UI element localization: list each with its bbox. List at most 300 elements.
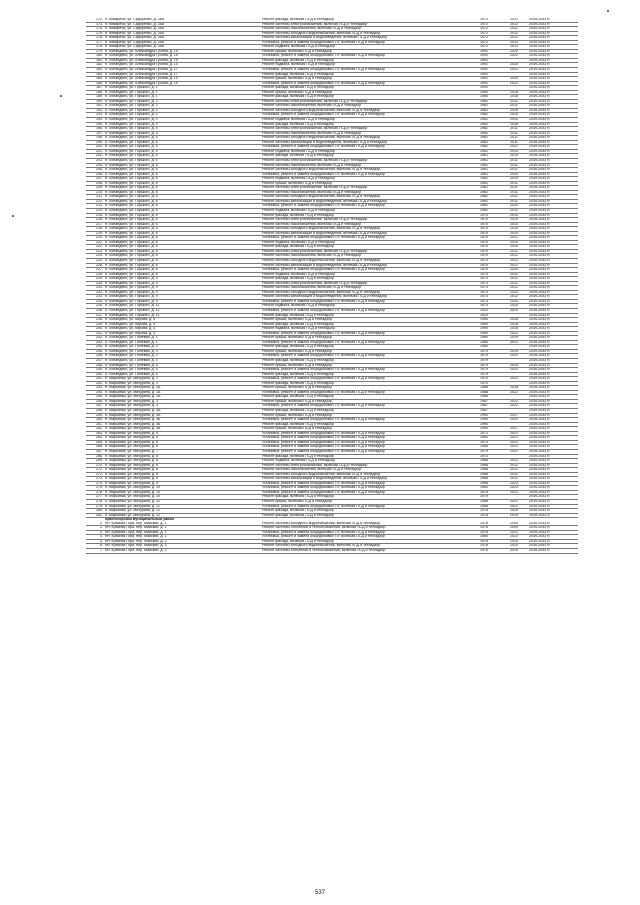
row-address: п. Марьинка, ул. Мичурина, д. 8 bbox=[104, 472, 261, 477]
row-number: 242. bbox=[86, 336, 104, 341]
row-planned-period: 2039-2043 гг. bbox=[528, 449, 578, 454]
row-address: п. Лопандино, ул. Горького, д. 6 bbox=[104, 177, 261, 182]
row-number: 244. bbox=[86, 345, 104, 350]
row-build-year: 1970 bbox=[468, 231, 500, 236]
row-last-repair-year: 2022 bbox=[500, 340, 528, 345]
row-build-year: 1990 bbox=[468, 418, 500, 423]
row-last-repair-year: 2010 bbox=[500, 544, 528, 549]
row-number: 243. bbox=[86, 340, 104, 345]
row-planned-period: 2039-2043 гг. bbox=[528, 495, 578, 500]
row-last-repair-year: 2012 bbox=[500, 45, 528, 50]
row-last-repair-year: 2016 bbox=[500, 122, 528, 127]
row-planned-period: 2039-2043 гг. bbox=[528, 304, 578, 309]
row-planned-period: 2039-2043 гг. bbox=[528, 172, 578, 177]
row-address: п. Лопандино, ул. Полевая, д. 3 bbox=[104, 349, 261, 354]
row-number: 265. bbox=[86, 440, 104, 445]
row-number: 3. bbox=[86, 530, 104, 535]
row-planned-period: 2039-2043 гг. bbox=[528, 163, 578, 168]
row-work-type: Ремонт системы газоснабжения, включая ПСД и технадзор bbox=[261, 286, 468, 291]
row-last-repair-year: 2010 bbox=[500, 118, 528, 123]
row-build-year: 1961 bbox=[468, 158, 500, 163]
row-last-repair-year: 2012 bbox=[500, 290, 528, 295]
row-build-year: 1984 bbox=[468, 445, 500, 450]
row-number: 185. bbox=[86, 77, 104, 82]
row-planned-period: 2039-2043 гг. bbox=[528, 168, 578, 173]
row-work-type: Ремонт системы газоснабжения, включая ПСД и технадзор bbox=[261, 27, 468, 32]
row-last-repair-year: 2009 bbox=[500, 522, 528, 526]
row-number: 186. bbox=[86, 81, 104, 86]
row-planned-period: 2039-2043 гг. bbox=[528, 218, 578, 223]
row-build-year: 1990 bbox=[468, 413, 500, 418]
row-work-type: Установка, ремонт и замена общедомовых ПУ, включая ПСД и технадзор bbox=[261, 268, 468, 273]
row-last-repair-year: 2012 bbox=[500, 472, 528, 477]
row-planned-period: 2039-2043 гг. bbox=[528, 72, 578, 77]
row-address: п. Марьинка, ул. Мичурина, д. 12 bbox=[104, 509, 261, 514]
row-planned-period: 2039-2043 гг. bbox=[528, 181, 578, 186]
row-build-year: 1979 bbox=[468, 354, 500, 359]
row-planned-period: 2039-2043 гг. bbox=[528, 404, 578, 409]
row-address: п. Лопандино, ул. Горького, д. 6 bbox=[104, 172, 261, 177]
row-work-type: Установка, ремонт и замена общедомовых ПУ, включая ПСД и технадзор bbox=[261, 331, 468, 336]
row-work-type: Ремонт фасада, включая ПСД и технадзор bbox=[261, 509, 468, 514]
row-work-type: Ремонт подвала, включая ПСД и технадзор bbox=[261, 177, 468, 182]
row-work-type: Ремонт системы газоснабжения, включая ПСД и технадзор bbox=[261, 104, 468, 109]
row-number: 193. bbox=[86, 113, 104, 118]
row-planned-period: 2039-2043 гг. bbox=[528, 327, 578, 332]
row-last-repair-year: 2012 bbox=[500, 18, 528, 22]
row-address: п. Лопандино, ул. Кирова, д. 4 bbox=[104, 331, 261, 336]
row-work-type: Ремонт крыши, включая ПСД и технадзор bbox=[261, 336, 468, 341]
row-last-repair-year: 2012 bbox=[500, 31, 528, 36]
row-planned-period: 2039-2043 гг. bbox=[528, 468, 578, 473]
row-build-year: 1920 bbox=[468, 313, 500, 318]
row-address: п. Марьинка, ул. Мичурина, д. 3Б bbox=[104, 422, 261, 427]
row-number: 192. bbox=[86, 108, 104, 113]
row-last-repair-year: 2010 bbox=[500, 213, 528, 218]
row-address: п. Марьинка, ул. Мичурина, д. 8 bbox=[104, 463, 261, 468]
row-last-repair-year: 2011 bbox=[500, 208, 528, 213]
row-address: п. Лопандино, ул. Горького, д. 4 bbox=[104, 140, 261, 145]
row-last-repair-year: 2016 bbox=[500, 318, 528, 323]
row-number: 260. bbox=[86, 418, 104, 423]
row-address: п. Марьинка, ул. Мичурина, д. 8 bbox=[104, 477, 261, 482]
row-planned-period: 2039-2043 гг. bbox=[528, 113, 578, 118]
row-build-year: 1990 bbox=[468, 318, 500, 323]
row-build-year: 1979 bbox=[468, 359, 500, 364]
row-address: п. Лопандино, ул. Горького, д. 11 bbox=[104, 313, 261, 318]
row-planned-period: 2039-2043 гг. bbox=[528, 227, 578, 232]
row-planned-period: 2039-2043 гг. bbox=[528, 395, 578, 400]
row-last-repair-year: 2011 bbox=[500, 104, 528, 109]
row-number: 175. bbox=[86, 31, 104, 36]
row-planned-period: 2039-2043 гг. bbox=[528, 544, 578, 549]
row-work-type: Ремонт подвала, включая ПСД и технадзор bbox=[261, 304, 468, 309]
row-build-year: 1962 bbox=[468, 118, 500, 123]
row-work-type: Ремонт системы газоснабжения, включая ПСД и технадзор bbox=[261, 163, 468, 168]
row-build-year: 1962 bbox=[468, 122, 500, 127]
row-work-type: Ремонт фасада, включая ПСД и технадзор bbox=[261, 422, 468, 427]
row-build-year: 1962 bbox=[468, 108, 500, 113]
row-last-repair-year: 2022 bbox=[500, 535, 528, 540]
row-last-repair-year: 2021 bbox=[500, 449, 528, 454]
row-number: 278. bbox=[86, 499, 104, 504]
row-planned-period: 2039-2043 гг. bbox=[528, 440, 578, 445]
row-planned-period: 2039-2043 гг. bbox=[528, 63, 578, 68]
row-last-repair-year: 2022 bbox=[500, 418, 528, 423]
row-address: п. Марьинка, ул. Мичурина, д. 3А bbox=[104, 413, 261, 418]
row-build-year: 1973 bbox=[468, 286, 500, 291]
row-build-year: 1983 bbox=[468, 436, 500, 441]
row-address: пгт. Красная Гора, пер. Майский, д. 1 bbox=[104, 526, 261, 531]
row-last-repair-year: 2021 bbox=[500, 499, 528, 504]
row-last-repair-year: 2011 bbox=[500, 186, 528, 191]
row-build-year: 1970 bbox=[468, 254, 500, 259]
row-number: 241. bbox=[86, 331, 104, 336]
row-work-type: Установка, ремонт и замена общедомовых ПУ, включая ПСД и технадзор bbox=[261, 390, 468, 395]
row-build-year: 1992 bbox=[468, 49, 500, 54]
row-number: 271. bbox=[86, 468, 104, 473]
row-number: 251. bbox=[86, 377, 104, 382]
row-number: 257. bbox=[86, 404, 104, 409]
row-build-year: 1962 bbox=[468, 104, 500, 109]
row-last-repair-year: 2022 bbox=[500, 390, 528, 395]
row-work-type: Установка, ремонт и замена общедомовых ПУ, включая ПСД и технадзор bbox=[261, 440, 468, 445]
row-build-year: 1970 bbox=[468, 272, 500, 277]
row-work-type: Ремонт подвала, включая ПСД и технадзор bbox=[261, 208, 468, 213]
row-planned-period: 2039-2043 гг. bbox=[528, 95, 578, 100]
row-number: 270. bbox=[86, 463, 104, 468]
row-address: п. Лопандино, ул. Горького, д. 2 bbox=[104, 104, 261, 109]
row-build-year: 1976 bbox=[468, 548, 500, 553]
row-build-year: 1979 bbox=[468, 363, 500, 368]
row-build-year: 1962 bbox=[468, 199, 500, 204]
row-work-type: Ремонт системы газоснабжения, включая ПСД и технадзор bbox=[261, 190, 468, 195]
row-address: п. Лопандино, ул. Горького, д. 8 bbox=[104, 258, 261, 263]
row-number: 239. bbox=[86, 322, 104, 327]
row-address: п. Лопандино, ул. Горького, д. 6 bbox=[104, 227, 261, 232]
row-planned-period: 2039-2043 гг. bbox=[528, 245, 578, 250]
row-address: пгт. Красная Гора, пер. Майский, д. 1 bbox=[104, 530, 261, 535]
row-build-year: 1988 bbox=[468, 390, 500, 395]
row-work-type: Ремонт крыши, включая ПСД и технадзор bbox=[261, 90, 468, 95]
row-work-type: Ремонт фасада, включая ПСД и технадзор bbox=[261, 539, 468, 544]
row-last-repair-year: 2019 bbox=[500, 509, 528, 514]
row-build-year: 1961 bbox=[468, 177, 500, 182]
row-work-type: Ремонт системы электроснабжения, включая ПСД и технадзор bbox=[261, 186, 468, 191]
row-address: пгт. Красная Гора, пер. Майский, д. 1 bbox=[104, 522, 261, 526]
row-last-repair-year: 2011 bbox=[500, 181, 528, 186]
row-planned-period: 2039-2043 гг. bbox=[528, 263, 578, 268]
row-planned-period: 2039-2043 гг. bbox=[528, 99, 578, 104]
row-build-year: 1992 bbox=[468, 68, 500, 73]
row-build-year: 1987 bbox=[468, 399, 500, 404]
row-planned-period: 2039-2043 гг. bbox=[528, 539, 578, 544]
row-work-type: Ремонт системы холодного водоснабжения, включая ПСД и технадзор bbox=[261, 544, 468, 549]
row-last-repair-year: 2011 bbox=[500, 199, 528, 204]
row-number: 201. bbox=[86, 149, 104, 154]
row-number: 206. bbox=[86, 172, 104, 177]
row-number: 219. bbox=[86, 231, 104, 236]
row-build-year: 1962 bbox=[468, 131, 500, 136]
row-last-repair-year: 2011 bbox=[500, 195, 528, 200]
row-last-repair-year: 2020 bbox=[500, 268, 528, 273]
row-build-year: 1973 bbox=[468, 440, 500, 445]
row-planned-period: 2039-2043 гг. bbox=[528, 436, 578, 441]
row-number: 215. bbox=[86, 213, 104, 218]
row-address: п. Марьинка, ул. Мичурина, д. 3 bbox=[104, 399, 261, 404]
row-planned-period: 2039-2043 гг. bbox=[528, 290, 578, 295]
row-address: п. Лопандино, ул. Александра Губина, д. 17 bbox=[104, 72, 261, 77]
row-work-type: Ремонт крыши, включая ПСД и технадзор bbox=[261, 427, 468, 432]
row-build-year: 1988 bbox=[468, 395, 500, 400]
row-work-type: Ремонт фасада, включая ПСД и технадзор bbox=[261, 86, 468, 91]
scan-speck bbox=[12, 215, 14, 217]
row-work-type: Ремонт крыши, включая ПСД и технадзор bbox=[261, 318, 468, 323]
row-work-type: Установка, ремонт и замена общедомовых ПУ, включая ПСД и технадзор bbox=[261, 299, 468, 304]
row-address: п. Лопандино, ул. Кирова, д. 4 bbox=[104, 327, 261, 332]
row-address: п. Комарёчи, ул. Сидоренко, д. 28А bbox=[104, 31, 261, 36]
row-address: п. Лопандино, ул. Полевая, д. 5 bbox=[104, 372, 261, 377]
row-address: п. Лопандино, ул. Александра Губина, д. 19 bbox=[104, 81, 261, 86]
row-build-year: 1968 bbox=[468, 459, 500, 464]
row-planned-period: 2039-2043 гг. bbox=[528, 513, 578, 518]
row-build-year: 1968 bbox=[468, 463, 500, 468]
row-last-repair-year: 2020 bbox=[500, 304, 528, 309]
row-number: 179. bbox=[86, 49, 104, 54]
row-last-repair-year: 2010 bbox=[500, 227, 528, 232]
row-address: п. Лопандино, ул. Горького, д. 2 bbox=[104, 108, 261, 113]
row-build-year: 1962 bbox=[468, 145, 500, 150]
page-number: 537 bbox=[314, 890, 325, 896]
row-build-year: 1979 bbox=[468, 495, 500, 500]
row-work-type: Ремонт системы канализации и водоотведения, включая ПСД и технадзор bbox=[261, 263, 468, 268]
row-address: п. Марьинка, ул. Мичурина, д. 6 bbox=[104, 440, 261, 445]
row-build-year: 1961 bbox=[468, 168, 500, 173]
row-address: п. Лопандино, ул. Горького, д. 8 bbox=[104, 199, 261, 204]
row-address: п. Марьинка, ул. Мичурина, д. 3В bbox=[104, 427, 261, 432]
row-build-year: 1990 bbox=[468, 422, 500, 427]
row-planned-period: 2039-2043 гг. bbox=[528, 154, 578, 159]
row-build-year: 1968 bbox=[468, 504, 500, 509]
row-work-type: Ремонт крыши, включая ПСД и технадзор bbox=[261, 499, 468, 504]
row-build-year: 1979 bbox=[468, 372, 500, 377]
row-work-type: Ремонт системы электроснабжения, включая ПСД и технадзор bbox=[261, 22, 468, 27]
row-number: 204. bbox=[86, 163, 104, 168]
row-build-year: 1960 bbox=[468, 90, 500, 95]
row-work-type: Установка, ремонт и замена общедомовых ПУ, включая ПСД и технадзор bbox=[261, 504, 468, 509]
row-build-year: 1987 bbox=[468, 404, 500, 409]
row-address: п. Лопандино, ул. Горького, д. 6 bbox=[104, 222, 261, 227]
row-number: 233. bbox=[86, 295, 104, 300]
row-last-repair-year: 2018 bbox=[500, 386, 528, 391]
row-planned-period: 2039-2043 гг. bbox=[528, 472, 578, 477]
row-planned-period: 2039-2043 гг. bbox=[528, 186, 578, 191]
row-number: 275. bbox=[86, 486, 104, 491]
row-last-repair-year: 2023 bbox=[500, 486, 528, 491]
row-work-type: Ремонт системы газоснабжения, включая ПСД и технадзор bbox=[261, 468, 468, 473]
row-number: 224. bbox=[86, 254, 104, 259]
row-number: 229. bbox=[86, 277, 104, 282]
row-build-year: 1976 bbox=[468, 509, 500, 514]
row-work-type: Ремонт фасада, включая ПСД и технадзор bbox=[261, 322, 468, 327]
row-number: 218. bbox=[86, 227, 104, 232]
row-last-repair-year: 2012 bbox=[500, 468, 528, 473]
row-address: п. Лопандино, ул. Полевая, д. 1 bbox=[104, 336, 261, 341]
row-planned-period: 2039-2043 гг. bbox=[528, 86, 578, 91]
row-address: п. Марьинка, ул. Мичурина, д. 1А bbox=[104, 390, 261, 395]
row-planned-period: 2039-2043 гг. bbox=[528, 509, 578, 514]
row-address: п. Лопандино, ул. Горького, д. 6 bbox=[104, 163, 261, 168]
row-address: п. Лопандино, ул. Полевая, д. 3 bbox=[104, 345, 261, 350]
row-build-year: 1962 bbox=[468, 195, 500, 200]
row-planned-period: 2039-2043 гг. bbox=[528, 127, 578, 132]
row-work-type: Установка, ремонт и замена общедомовых ПУ, включая ПСД и технадзор bbox=[261, 68, 468, 73]
row-planned-period: 2039-2043 гг. bbox=[528, 190, 578, 195]
row-work-type: Ремонт крыши, включая ПСД и технадзор bbox=[261, 349, 468, 354]
row-build-year: 1972 bbox=[468, 27, 500, 32]
row-last-repair-year: 2012 bbox=[500, 36, 528, 41]
row-work-type: Ремонт фасада, включая ПСД и технадзор bbox=[261, 409, 468, 414]
row-address: п. Лопандино, ул. Горького, д. 4 bbox=[104, 136, 261, 141]
row-number: 259. bbox=[86, 413, 104, 418]
row-build-year: 1962 bbox=[468, 186, 500, 191]
row-number: 256. bbox=[86, 399, 104, 404]
row-work-type: Установка, ремонт и замена общедомовых ПУ, включая ПСД и технадзор bbox=[261, 54, 468, 59]
row-address: п. Марьинка, ул. Мичурина, д. 3Б bbox=[104, 418, 261, 423]
row-work-type: Ремонт системы отопления и теплоснабжения, включая ПСД и технадзор bbox=[261, 548, 468, 553]
row-number: 277. bbox=[86, 495, 104, 500]
row-build-year: 1962 bbox=[468, 190, 500, 195]
row-planned-period: 2039-2043 гг. bbox=[528, 54, 578, 59]
row-address: п. Марьинка, ул. Мичурина, д. 6 bbox=[104, 445, 261, 450]
row-number: 184. bbox=[86, 72, 104, 77]
row-work-type: Ремонт фасада, включая ПСД и технадзор bbox=[261, 359, 468, 364]
row-build-year: 1990 bbox=[468, 322, 500, 327]
row-build-year: 1980 bbox=[468, 345, 500, 350]
row-planned-period: 2039-2043 гг. bbox=[528, 136, 578, 141]
row-address: п. Лопандино, ул. Горького, д. 8 bbox=[104, 272, 261, 277]
row-number: 190. bbox=[86, 99, 104, 104]
row-address: п. Лопандино, ул. Горького, д. 8 bbox=[104, 245, 261, 250]
row-build-year: 1970 bbox=[468, 213, 500, 218]
row-last-repair-year: 2012 bbox=[500, 459, 528, 464]
row-number: 196. bbox=[86, 127, 104, 132]
row-build-year: 1992 bbox=[468, 58, 500, 63]
row-last-repair-year: 2022 bbox=[500, 354, 528, 359]
row-planned-period: 2039-2043 гг. bbox=[528, 340, 578, 345]
row-work-type: Установка, ремонт и замена общедомовых ПУ, включая ПСД и технадзор bbox=[261, 535, 468, 540]
row-address: п. Лопандино, ул. Горького, д. 1 bbox=[104, 90, 261, 95]
row-planned-period: 2039-2043 гг. bbox=[528, 354, 578, 359]
row-number: 246. bbox=[86, 354, 104, 359]
row-address: п. Лопандино, ул. Полевая, д. 5 bbox=[104, 368, 261, 373]
row-last-repair-year: 2021 bbox=[500, 236, 528, 241]
row-planned-period: 2039-2043 гг. bbox=[528, 309, 578, 314]
row-planned-period: 2039-2043 гг. bbox=[528, 331, 578, 336]
row-work-type: Ремонт фасада, включая ПСД и технадзор bbox=[261, 395, 468, 400]
row-number: 197. bbox=[86, 131, 104, 136]
row-last-repair-year: 2012 bbox=[500, 286, 528, 291]
row-address: п. Лопандино, ул. Горького, д. 6 bbox=[104, 154, 261, 159]
row-build-year: 1973 bbox=[468, 299, 500, 304]
row-build-year: 1972 bbox=[468, 22, 500, 27]
row-work-type: Установка, ремонт и замена общедомовых ПУ, включая ПСД и технадзор bbox=[261, 145, 468, 150]
row-build-year: 1970 bbox=[468, 222, 500, 227]
row-work-type: Ремонт фасада, включая ПСД и технадзор bbox=[261, 513, 468, 518]
row-number: 181. bbox=[86, 58, 104, 63]
row-work-type: Ремонт подвала, включая ПСД и технадзор bbox=[261, 459, 468, 464]
row-last-repair-year: 2009 bbox=[500, 526, 528, 531]
row-number: 207. bbox=[86, 177, 104, 182]
row-planned-period: 2039-2043 гг. bbox=[528, 122, 578, 127]
row-last-repair-year: 2011 bbox=[500, 168, 528, 173]
row-number: 212. bbox=[86, 199, 104, 204]
row-planned-period: 2039-2043 гг. bbox=[528, 313, 578, 318]
row-last-repair-year: 2016 bbox=[500, 322, 528, 327]
row-number: 2. bbox=[86, 526, 104, 531]
row-number: 267. bbox=[86, 449, 104, 454]
row-build-year: 1962 bbox=[468, 204, 500, 209]
row-planned-period: 2039-2043 гг. bbox=[528, 236, 578, 241]
row-planned-period: 2039-2043 гг. bbox=[528, 77, 578, 82]
row-address: п. Марьинка, ул. Мичурина, д. 1А bbox=[104, 395, 261, 400]
row-planned-period: 2039-2043 гг. bbox=[528, 486, 578, 491]
row-last-repair-year: 2010 bbox=[500, 539, 528, 544]
row-planned-period: 2039-2043 гг. bbox=[528, 208, 578, 213]
row-work-type: Ремонт подвала, включая ПСД и технадзор bbox=[261, 272, 468, 277]
row-build-year: 1976 bbox=[468, 522, 500, 526]
row-number: 1. bbox=[86, 522, 104, 526]
row-planned-period: 2039-2043 гг. bbox=[528, 149, 578, 154]
row-build-year: 1962 bbox=[468, 99, 500, 104]
row-address: п. Марьинка, ул. Мичурина, д. 9 bbox=[104, 481, 261, 486]
row-work-type: Ремонт системы электроснабжения, включая ПСД и технадзор bbox=[261, 463, 468, 468]
row-address: п. Лопандино, ул. Горького, д. 8 bbox=[104, 190, 261, 195]
row-work-type: Ремонт системы газоснабжения, включая ПСД и технадзор bbox=[261, 254, 468, 259]
row-build-year: 1970 bbox=[468, 268, 500, 273]
row-build-year: 1960 bbox=[468, 95, 500, 100]
row-number: 255. bbox=[86, 395, 104, 400]
row-last-repair-year: 2012 bbox=[500, 22, 528, 27]
row-number: 235. bbox=[86, 304, 104, 309]
row-planned-period: 2039-2043 гг. bbox=[528, 345, 578, 350]
row-planned-period: 2039-2043 гг. bbox=[528, 108, 578, 113]
row-number: 236. bbox=[86, 309, 104, 314]
row-planned-period: 2039-2043 гг. bbox=[528, 286, 578, 291]
row-address: пгт. Красная Гора, пер. Майский, д. 3 bbox=[104, 544, 261, 549]
row-build-year: 1970 bbox=[468, 218, 500, 223]
row-build-year: 1976 bbox=[468, 526, 500, 531]
row-work-type: Установка, ремонт и замена общедомовых ПУ, включая ПСД и технадзор bbox=[261, 340, 468, 345]
row-build-year: 1979 bbox=[468, 449, 500, 454]
row-number: 240. bbox=[86, 327, 104, 332]
row-number: 5. bbox=[86, 539, 104, 544]
row-number: 263. bbox=[86, 431, 104, 436]
row-work-type: Ремонт крыши, включая ПСД и технадзор bbox=[261, 363, 468, 368]
row-work-type: Установка, ремонт и замена общедомовых ПУ, включая ПСД и технадзор bbox=[261, 40, 468, 45]
row-build-year: 1972 bbox=[468, 431, 500, 436]
row-build-year: 1987 bbox=[468, 409, 500, 414]
row-build-year: 1976 bbox=[468, 530, 500, 535]
row-build-year: 1972 bbox=[468, 18, 500, 22]
row-planned-period: 2039-2043 гг. bbox=[528, 372, 578, 377]
row-address: п. Лопандино, ул. Горького, д. 4 bbox=[104, 122, 261, 127]
row-planned-period: 2039-2043 гг. bbox=[528, 36, 578, 41]
row-work-type: Ремонт системы канализации и водоотведения, включая ПСД и технадзор bbox=[261, 36, 468, 41]
row-planned-period: 2039-2043 гг. bbox=[528, 363, 578, 368]
row-address: п. Марьинка, ул. Мичурина, д. 7 bbox=[104, 449, 261, 454]
row-planned-period: 2039-2043 гг. bbox=[528, 272, 578, 277]
